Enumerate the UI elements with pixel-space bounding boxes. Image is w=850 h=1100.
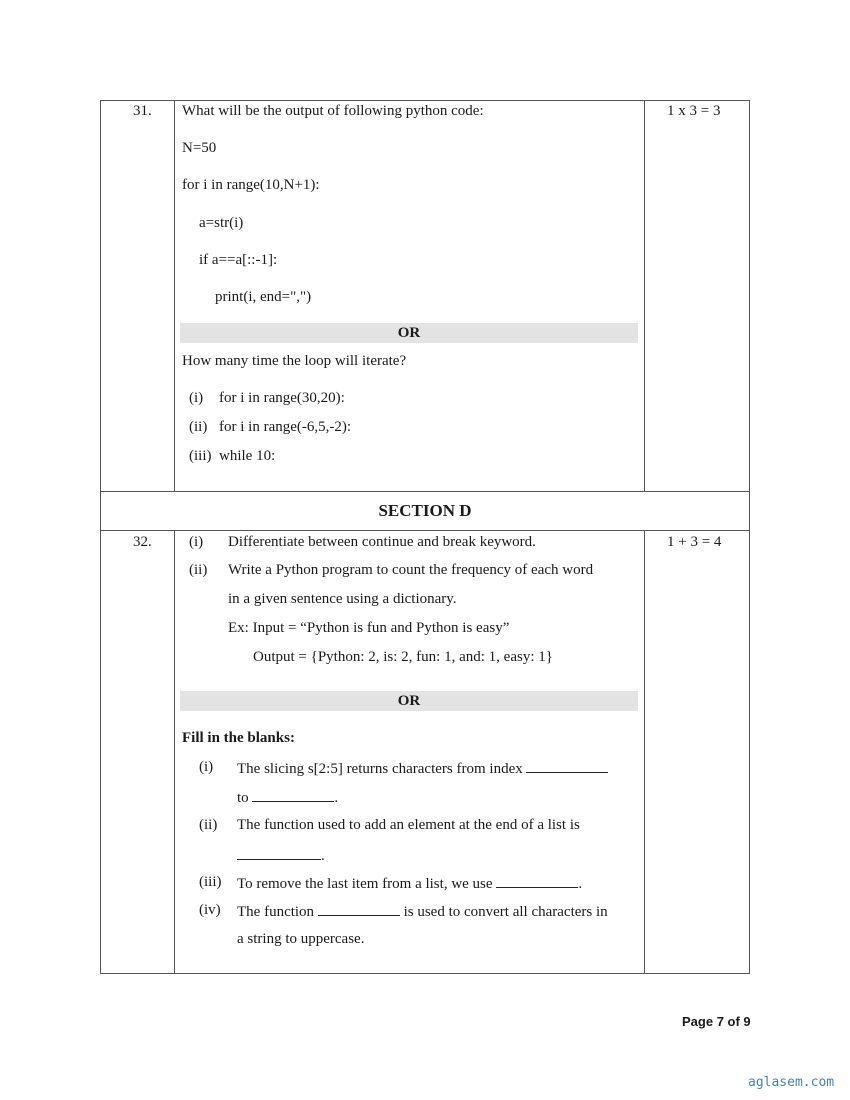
row-divider: [100, 491, 750, 492]
example-output: Output = {Python: 2, is: 2, fun: 1, and: 1, easy: 1}: [253, 649, 553, 665]
question-prompt: What will be the output of following python code:: [182, 103, 484, 119]
blank-text-part: to: [237, 790, 249, 806]
blank-text: a string to uppercase.: [237, 931, 365, 947]
part-text: in a given sentence using a dictionary.: [228, 591, 457, 607]
table-border-right: [749, 100, 750, 974]
blank-text-part: .: [334, 790, 339, 806]
or-label: OR: [397, 325, 421, 341]
code-line: if a==a[::-1]:: [199, 252, 278, 268]
code-line: for i in range(10,N+1):: [182, 177, 320, 193]
fill-blank: [526, 758, 608, 773]
code-line: a=str(i): [199, 215, 244, 231]
blank-text-part: The slicing s[2:5] returns characters from index: [237, 761, 523, 777]
column-divider: [174, 530, 175, 974]
fill-blank: [318, 901, 400, 916]
or-label: OR: [397, 693, 421, 709]
fill-blank: [237, 845, 321, 860]
fill-blank: [496, 873, 578, 888]
alt-prompt: How many time the loop will iterate?: [182, 353, 407, 369]
blank-text-part: The function: [237, 904, 315, 920]
blank-label: (iii): [199, 874, 222, 890]
blank-label: (i): [199, 759, 214, 775]
blank-text: [237, 845, 325, 865]
blank-text: The function used to add an element at the end of a list is: [237, 817, 580, 833]
page-total: 9: [743, 1014, 751, 1029]
part-label: (ii): [189, 562, 208, 578]
blank-text-part: To remove the last item from a list, we use: [237, 876, 493, 892]
blank-text: [237, 758, 608, 778]
code-line: N=50: [182, 140, 217, 156]
blank-text: [237, 873, 582, 893]
blank-label: (iv): [199, 902, 221, 918]
question-number: 32.: [133, 534, 152, 550]
alt-item-text: while 10:: [219, 448, 276, 464]
alt-item-label: (i): [189, 390, 204, 406]
column-divider: [644, 530, 645, 974]
watermark: aglasem.com: [748, 1075, 835, 1090]
table-border-left: [100, 100, 101, 974]
question-marks: 1 + 3 = 4: [667, 534, 722, 550]
blank-text-part: .: [321, 848, 325, 864]
page-of: of: [723, 1014, 744, 1029]
blank-text: [237, 901, 608, 921]
page-number: [682, 1014, 751, 1029]
blank-label: (ii): [199, 817, 218, 833]
question-number: 31.: [133, 103, 152, 119]
question-marks: 1 x 3 = 3: [667, 103, 721, 119]
alt-item-label: (iii): [189, 448, 212, 464]
column-divider: [644, 100, 645, 491]
section-title: SECTION D: [378, 501, 472, 520]
page-current: 7: [716, 1014, 724, 1029]
table-border-top: [100, 100, 750, 101]
example-input: Ex: Input = “Python is fun and Python is easy”: [228, 620, 510, 636]
part-text: Write a Python program to count the frequency of each word: [228, 562, 594, 578]
alt-item-text: for i in range(-6,5,-2):: [219, 419, 352, 435]
row-divider: [100, 530, 750, 531]
blank-text-part: .: [578, 876, 583, 892]
alt-item-text: for i in range(30,20):: [219, 390, 345, 406]
part-text: Differentiate between continue and break keyword.: [228, 534, 536, 550]
part-label: (i): [189, 534, 204, 550]
alt-item-label: (ii): [189, 419, 208, 435]
blank-text: [237, 787, 338, 807]
table-border-bottom: [100, 973, 750, 974]
fill-heading: Fill in the blanks:: [182, 730, 295, 746]
page-prefix: Page: [682, 1014, 717, 1029]
column-divider: [174, 100, 175, 491]
fill-blank: [252, 787, 334, 802]
blank-text-part: is used to convert all characters in: [403, 904, 608, 920]
code-line: print(i, end=","): [215, 289, 312, 305]
